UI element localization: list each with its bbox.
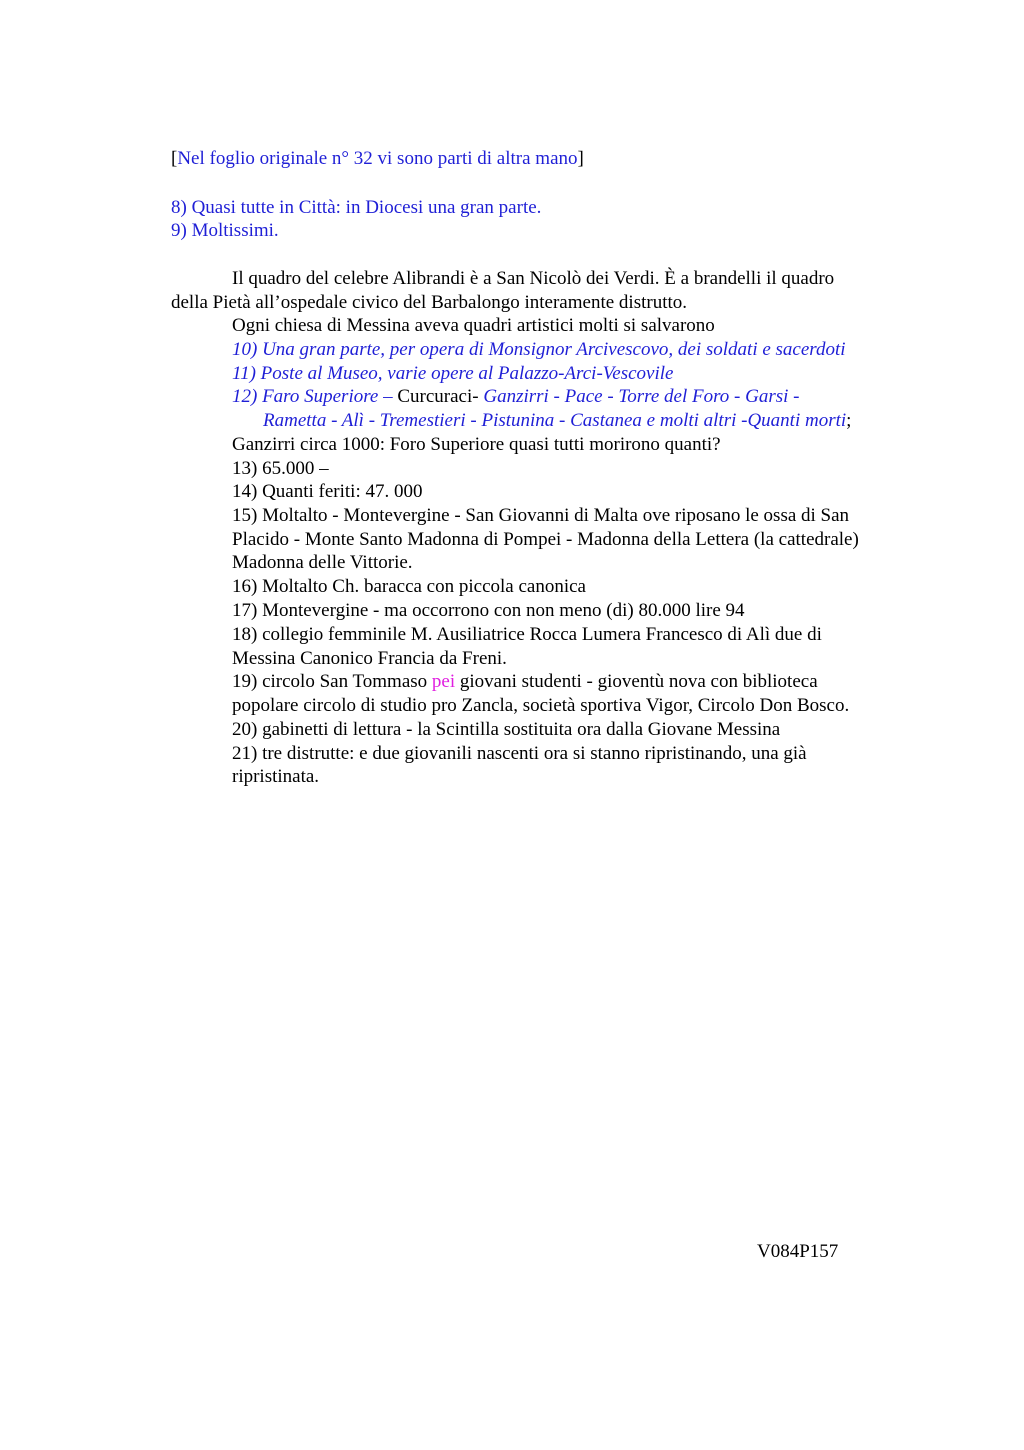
header-note-text: Nel foglio originale n° 32 vi sono parti di altra mano	[177, 148, 578, 169]
para1-line1: Il quadro del celebre Alibrandi è a San Nicolò dei Verdi. È a brandelli il quadro	[232, 268, 835, 289]
answer-15-line3: Madonna delle Vittorie.	[232, 552, 413, 573]
answer-14: 14) Quanti feriti: 47. 000	[232, 481, 423, 502]
answer-16: 16) Moltalto Ch. baracca con piccola canonica	[232, 576, 586, 597]
answer-19-line2: popolare circolo di studio pro Zancla, società sportiva Vigor, Circolo Don Bosco.	[232, 695, 850, 716]
answer-18-line2: Messina Canonico Francia da Freni.	[232, 648, 507, 669]
answer-10: 10) Una gran parte, per opera di Monsignor Arcivescovo, dei soldati e sacerdoti	[232, 339, 846, 360]
answer-19-line1: 19) circolo San Tommaso pei giovani studenti - gioventù nova con biblioteca	[232, 671, 818, 692]
para1-line2: della Pietà all’ospedale civico del Barbalongo interamente distrutto.	[171, 292, 687, 313]
page-code: V084P157	[757, 1241, 839, 1262]
answer-12-line2: Rametta - Alì - Tremestieri - Pistunina - Castanea e molti altri -Quanti morti;	[263, 410, 852, 431]
answer-11: 11) Poste al Museo, varie opere al Palazzo-Arci-Vescovile	[232, 363, 674, 384]
answer-17: 17) Montevergine - ma occorrono con non meno (di) 80.000 lire 94	[232, 600, 745, 621]
answer-21-line1: 21) tre distrutte: e due giovanili nascenti ora si stanno ripristinando, una già	[232, 743, 807, 764]
line-chiese: Ogni chiesa di Messina aveva quadri artistici molti si salvarono	[232, 315, 715, 336]
answer-13: 13) 65.000 –	[232, 458, 329, 479]
answer-9: 9) Moltissimi.	[171, 220, 279, 241]
answer-12-line1: 12) Faro Superiore – Curcuraci- Ganzirri - Pace - Torre del Foro - Garsi -	[232, 386, 800, 407]
header-note: [Nel foglio originale n° 32 vi sono parti di altra mano]	[171, 148, 584, 169]
answer-21-line2: ripristinata.	[232, 766, 320, 787]
answer-15-line1: 15) Moltalto - Montevergine - San Giovanni di Malta ove riposano le ossa di San	[232, 505, 850, 526]
highlight-pei: pei	[431, 671, 456, 692]
answer-20: 20) gabinetti di lettura - la Scintilla sostituita ora dalla Giovane Messina	[232, 719, 781, 740]
line-ganzirri: Ganzirri circa 1000: Foro Superiore quasi tutti morirono quanti?	[232, 434, 721, 455]
answer-8: 8) Quasi tutte in Città: in Diocesi una gran parte.	[171, 197, 542, 218]
answer-15-line2: Placido - Monte Santo Madonna di Pompei - Madonna della Lettera (la cattedrale)	[232, 529, 859, 550]
answer-18-line1: 18) collegio femminile M. Ausiliatrice Rocca Lumera Francesco di Alì due di	[232, 624, 822, 645]
